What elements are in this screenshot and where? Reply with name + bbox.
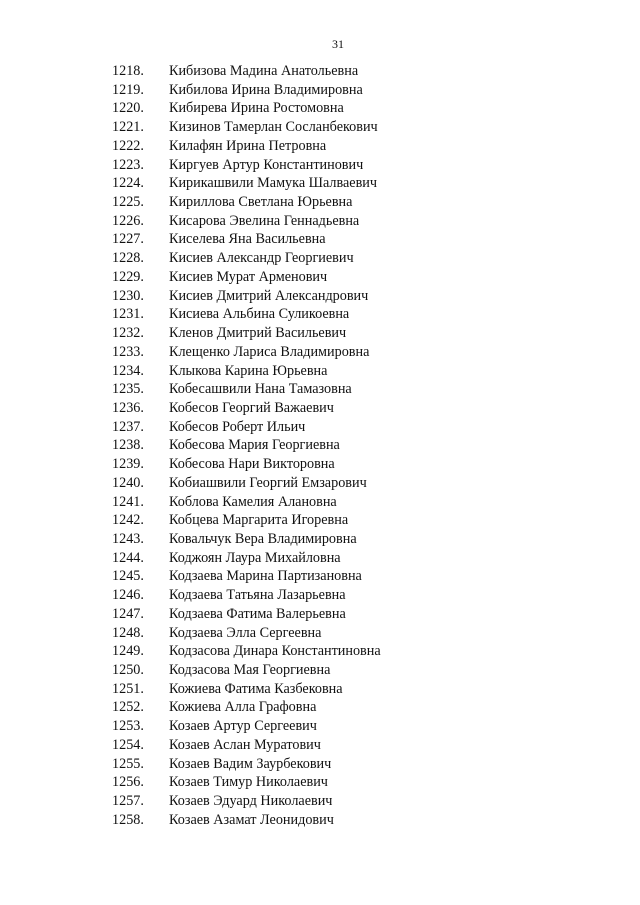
page-number: 31 [332, 37, 344, 51]
entry-number: 1221. [112, 119, 144, 136]
list-item [0, 736, 640, 755]
entry-number: 1225. [112, 194, 144, 211]
entry-name: Кобесашвили Нана Тамазовна [169, 381, 352, 398]
entry-name: Кизинов Тамерлан Сосланбекович [169, 119, 378, 136]
entry-name: Козаев Тимур Николаевич [169, 774, 328, 791]
entry-name: Кирикашвили Мамука Шалваевич [169, 175, 378, 192]
entry-number: 1244. [112, 549, 144, 566]
list-item [0, 249, 640, 268]
entry-name: Кобесов Георгий Важаевич [169, 399, 334, 416]
entry-number: 1224. [112, 175, 144, 192]
entry-number: 1236. [112, 399, 144, 416]
entry-name: Кобиашвили Георгий Емзарович [169, 474, 367, 491]
entry-name: Килафян Ирина Петровна [169, 137, 327, 154]
entry-name: Кибилова Ирина Владимировна [169, 81, 363, 98]
entry-name: Кодзасова Динара Константиновна [169, 643, 381, 660]
list-item [0, 174, 640, 193]
list-item [0, 755, 640, 774]
entry-number: 1234. [112, 362, 144, 379]
entry-number: 1257. [112, 793, 144, 810]
entry-name: Кисарова Эвелина Геннадьевна [169, 212, 360, 229]
entry-name: Кисиев Дмитрий Александрович [169, 287, 369, 304]
entry-number: 1237. [112, 418, 144, 435]
entry-number: 1228. [112, 250, 144, 267]
entry-name: Кодзаева Татьяна Лазарьевна [169, 587, 346, 604]
list-item [0, 62, 640, 81]
entry-number: 1249. [112, 643, 144, 660]
entry-name: Козаев Вадим Заурбекович [169, 755, 332, 772]
list-item [0, 698, 640, 717]
list-item [0, 268, 640, 287]
list-item [0, 493, 640, 512]
list-item [0, 436, 640, 455]
list-item [0, 773, 640, 792]
list-item [0, 455, 640, 474]
list-item [0, 118, 640, 137]
entry-name: Коблова Камелия Алановна [169, 493, 337, 510]
entry-name: Козаев Аслан Муратович [169, 736, 321, 753]
entry-number: 1252. [112, 699, 144, 716]
entry-number: 1241. [112, 493, 144, 510]
entry-name: Коджоян Лаура Михайловна [169, 549, 341, 566]
entry-number: 1222. [112, 137, 144, 154]
list-item [0, 99, 640, 118]
list-item [0, 624, 640, 643]
entry-number: 1240. [112, 474, 144, 491]
entry-name: Кибизова Мадина Анатольевна [169, 63, 359, 79]
entry-name: Ковальчук Вера Владимировна [169, 530, 357, 547]
entry-name: Кобцева Маргарита Игоревна [169, 512, 349, 529]
entry-number: 1248. [112, 624, 144, 641]
list-item [0, 549, 640, 568]
entry-name: Киргуев Артур Константинович [169, 156, 364, 173]
entry-name: Кобесов Роберт Ильич [169, 418, 306, 435]
entry-number: 1253. [112, 718, 144, 735]
entry-number: 1232. [112, 325, 144, 342]
list-item [0, 305, 640, 324]
entry-name: Кобесова Нари Викторовна [169, 456, 335, 473]
entry-name: Кожиева Фатима Казбековна [169, 680, 343, 697]
entry-name: Кожиева Алла Графовна [169, 699, 317, 716]
entry-number: 1255. [112, 755, 144, 772]
entry-number: 1226. [112, 212, 144, 229]
entry-name: Кисиев Мурат Арменович [169, 268, 328, 285]
list-item [0, 399, 640, 418]
list-item [0, 324, 640, 343]
entry-name: Козаев Азамат Леонидович [169, 811, 334, 828]
list-item [0, 642, 640, 661]
entry-number: 1247. [112, 605, 144, 622]
list-item [0, 680, 640, 699]
entry-name: Кисиев Александр Георгиевич [169, 250, 354, 267]
entry-number: 1220. [112, 100, 144, 117]
name-list [0, 62, 640, 829]
list-item [0, 511, 640, 530]
entry-name: Козаев Артур Сергеевич [169, 718, 317, 735]
list-item [0, 530, 640, 549]
entry-number: 1223. [112, 156, 144, 173]
entry-number: 1246. [112, 587, 144, 604]
entry-number: 1254. [112, 736, 144, 753]
entry-name: Кленов Дмитрий Васильевич [169, 325, 347, 342]
entry-name: Кириллова Светлана Юрьевна [169, 194, 353, 211]
entry-number: 1231. [112, 306, 144, 323]
list-item [0, 362, 640, 381]
entry-number: 1235. [112, 381, 144, 398]
entry-name: Козаев Эдуард Николаевич [169, 793, 333, 810]
list-item [0, 605, 640, 624]
list-item [0, 287, 640, 306]
entry-number: 1227. [112, 231, 144, 248]
entry-number: 1239. [112, 456, 144, 473]
entry-number: 1245. [112, 568, 144, 585]
entry-number: 1256. [112, 774, 144, 791]
list-item [0, 661, 640, 680]
list-item [0, 137, 640, 156]
list-item [0, 567, 640, 586]
entry-name: Кисиева Альбина Суликоевна [169, 306, 350, 323]
entry-number: 1242. [112, 512, 144, 529]
entry-number: 1250. [112, 662, 144, 678]
entry-number: 1233. [112, 343, 144, 360]
entry-name: Кодзасова Мая Георгиевна [169, 662, 331, 678]
list-item [0, 792, 640, 811]
entry-number: 1218. [112, 63, 144, 79]
entry-number: 1238. [112, 437, 144, 454]
list-item [0, 418, 640, 437]
list-item [0, 380, 640, 399]
list-item [0, 81, 640, 100]
entry-number: 1230. [112, 287, 144, 304]
entry-number: 1251. [112, 680, 144, 697]
entry-number: 1243. [112, 530, 144, 547]
entry-number: 1219. [112, 81, 144, 98]
list-item [0, 230, 640, 249]
list-item [0, 343, 640, 362]
entry-name: Клыкова Карина Юрьевна [169, 362, 328, 379]
list-item [0, 474, 640, 493]
list-item [0, 156, 640, 175]
entry-name: Клещенко Лариса Владимировна [169, 343, 370, 360]
entry-name: Кибирева Ирина Ростомовна [169, 100, 344, 117]
entry-number: 1229. [112, 268, 144, 285]
list-item [0, 193, 640, 212]
entry-number: 1258. [112, 811, 144, 828]
entry-name: Кодзаева Марина Партизановна [169, 568, 362, 585]
list-item [0, 212, 640, 231]
entry-name: Кодзаева Элла Сергеевна [169, 624, 322, 641]
entry-name: Кодзаева Фатима Валерьевна [169, 605, 346, 622]
entry-name: Кобесова Мария Георгиевна [169, 437, 340, 454]
list-item [0, 811, 640, 830]
list-item [0, 586, 640, 605]
entry-name: Киселева Яна Васильевна [169, 231, 326, 248]
list-item [0, 717, 640, 736]
